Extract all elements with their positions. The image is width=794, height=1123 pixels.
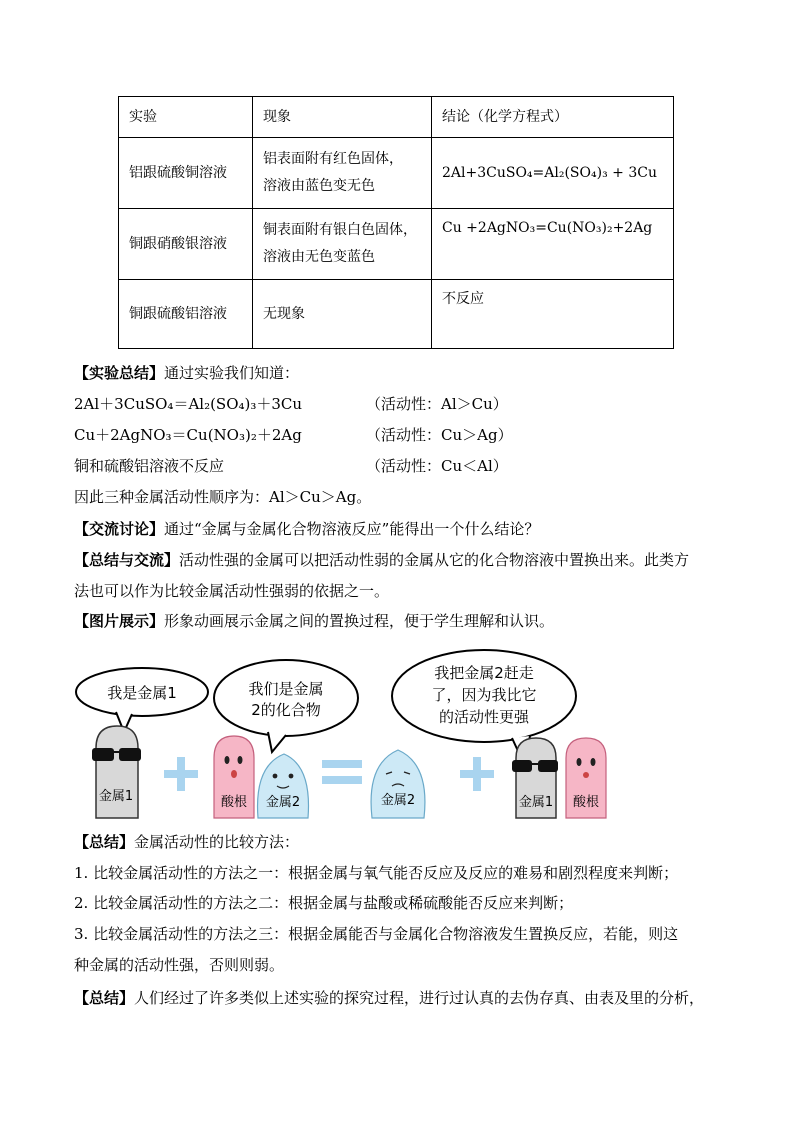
displacement-cartoon: [72, 648, 732, 824]
summary-heading: [74, 358, 299, 388]
speech-bubble-metal1: [76, 668, 208, 732]
exchange-continued: 法也可以作为比较金属活动性强弱的依据之一。: [74, 582, 390, 600]
final-text: 人们经过了许多类似上述实验的探究过程，进行过认真的去伪存真、由表及里的分析，: [134, 989, 705, 1007]
method-item: 2. 比较金属活动性的方法之二：根据金属与盐酸或稀硫酸能否反应来判断；: [74, 894, 574, 912]
observation-line: 溶液由蓝色变无色: [263, 178, 375, 194]
summary-tag: 【实验总结】: [74, 364, 165, 382]
equation-cell: 2Al+3CuSO₄=Al₂(SO₄)₃ + 3Cu: [432, 138, 674, 209]
bubble-text: 的活动性更强: [438, 708, 530, 726]
plus-icon: [460, 757, 494, 791]
metal2-character: [371, 750, 425, 818]
character-label: 酸根: [572, 795, 600, 810]
picture-tag: 【图片展示】: [74, 612, 165, 630]
observation-cell: [253, 138, 432, 209]
activity-order: 因此三种金属活动性顺序为：Al＞Cu＞Ag。: [74, 488, 372, 506]
table-header: 实验: [119, 97, 253, 138]
character-label: 金属2: [265, 795, 301, 810]
final-paragraph: [74, 983, 704, 1013]
observation-line: 铜表面附有银白色固体，: [263, 222, 417, 238]
observation-line: 铝表面附有红色固体，: [263, 151, 403, 167]
summary-equation: Cu＋2AgNO₃＝Cu(NO₃)₂＋2Ag: [74, 426, 302, 444]
exchange-text: 活动性强的金属可以把活动性弱的金属从它的化合物溶液中置换出来。此类方: [179, 551, 690, 569]
table-row: [119, 280, 674, 349]
summary-intro: 通过实验我们知道：: [164, 364, 300, 382]
observation-cell: [253, 209, 432, 280]
activity-note: （活动性：Al＞Cu）: [366, 395, 508, 413]
method-item: 3. 比较金属活动性的方法之三：根据金属能否与金属化合物溶液发生置换反应，若能，则这: [74, 925, 679, 943]
bubble-text: 我是金属1: [107, 684, 177, 702]
summary-equation: 铜和硫酸铝溶液不反应: [74, 457, 225, 475]
discussion-tag: 【交流讨论】: [74, 520, 165, 538]
method-item-continued: 种金属的活动性强，否则则弱。: [74, 956, 285, 974]
character-label: 金属2: [380, 793, 416, 808]
experiment-table: [118, 96, 674, 349]
table-row: [119, 209, 674, 280]
activity-note: （活动性：Cu＜Al）: [366, 457, 508, 475]
picture-text: 形象动画展示金属之间的置换过程，便于学生理解和认识。: [164, 612, 555, 630]
table-header: 结论（化学方程式）: [432, 97, 674, 138]
character-label: 金属1: [98, 789, 134, 804]
exchange-tag: 【总结与交流】: [74, 551, 180, 569]
discussion-paragraph: [74, 514, 539, 544]
observation-line: 溶液由无色变蓝色: [263, 249, 375, 265]
picture-paragraph: [74, 606, 554, 636]
character-label: 酸根: [220, 795, 248, 810]
acid-radical-character: [214, 736, 254, 818]
conclusion-text: 金属活动性的比较方法：: [134, 833, 300, 851]
observation-cell: 无现象: [253, 280, 432, 349]
bubble-text: 我把金属2赶走: [434, 664, 534, 682]
method-item: 1. 比较金属活动性的方法之一：根据金属与氧气能否反应及反应的难易和剧烈程度来判断；: [74, 864, 679, 882]
experiment-cell: 铜跟硝酸银溶液: [119, 209, 253, 280]
bubble-text: 了，因为我比它: [431, 686, 537, 704]
metal1-character: [92, 726, 141, 818]
discussion-text: 通过“金属与金属化合物溶液反应”能得出一个什么结论？: [164, 520, 540, 538]
bubble-text: 2的化合物: [251, 701, 321, 719]
equation-cell: 不反应: [432, 280, 674, 349]
equals-icon: [322, 760, 362, 784]
acid-radical-character: [566, 738, 606, 818]
equation-cell: Cu +2AgNO₃=Cu(NO₃)₂+2Ag: [432, 209, 674, 280]
table-row: [119, 138, 674, 209]
activity-note: （活动性：Cu＞Ag）: [366, 426, 513, 444]
character-label: 金属1: [518, 795, 554, 810]
experiment-cell: 铜跟硫酸铝溶液: [119, 280, 253, 349]
summary-equation: 2Al＋3CuSO₄＝Al₂(SO₄)₃＋3Cu: [74, 395, 303, 413]
table-header-row: [119, 97, 674, 138]
bubble-text: 我们是金属: [248, 680, 324, 698]
conclusion-heading: [74, 827, 299, 857]
table-header: 现象: [253, 97, 432, 138]
experiment-cell: 铝跟硫酸铜溶液: [119, 138, 253, 209]
exchange-paragraph: [74, 545, 689, 575]
plus-icon: [164, 757, 198, 791]
conclusion-tag: 【总结】: [74, 833, 135, 851]
final-tag: 【总结】: [74, 989, 135, 1007]
metal2-character: [258, 754, 309, 818]
metal1-character: [512, 738, 558, 818]
